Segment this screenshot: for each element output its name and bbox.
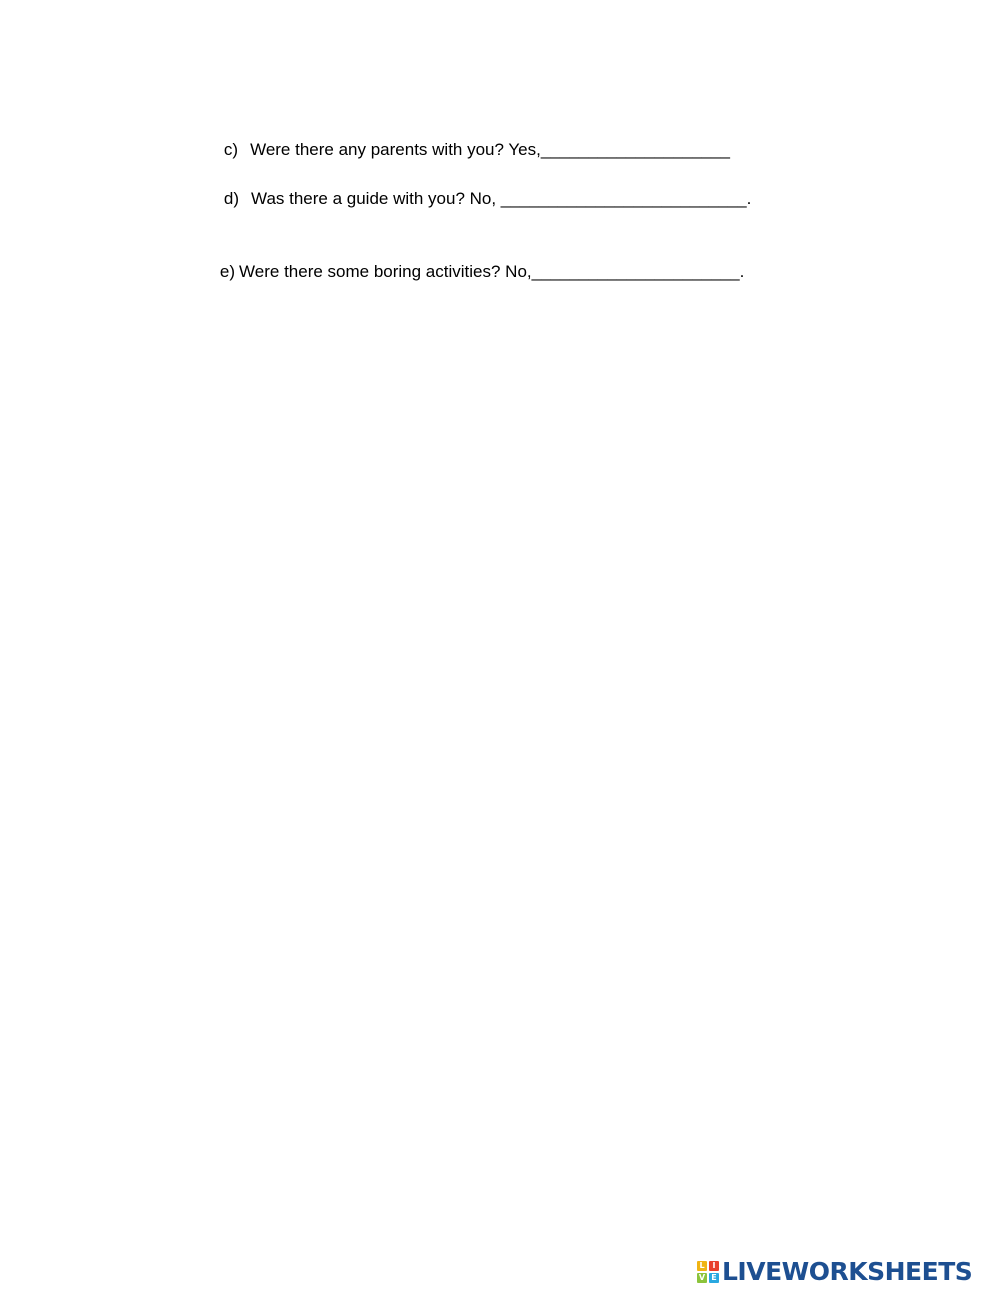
question-label: d) [223, 189, 240, 208]
logo-letter-i: I [709, 1261, 719, 1271]
question-label: c) [223, 140, 239, 159]
brand-name: LIVEWORKSHEETS [722, 1257, 973, 1286]
live-logo-icon [697, 1261, 719, 1283]
question-label: e) [219, 262, 236, 281]
question-text: Were there any parents with you? Yes,____________________ [250, 140, 730, 159]
question-text: Were there some boring activities? No,______________________. [239, 262, 745, 281]
question-d [205, 169, 751, 229]
logo-letter-l: L [697, 1261, 707, 1271]
question-text: Was there a guide with you? No, __________________________. [251, 189, 752, 208]
logo-letter-v: V [698, 1273, 706, 1282]
question-e [201, 242, 744, 302]
liveworksheets-brand [697, 1259, 972, 1285]
logo-letter-e: E [709, 1273, 719, 1283]
